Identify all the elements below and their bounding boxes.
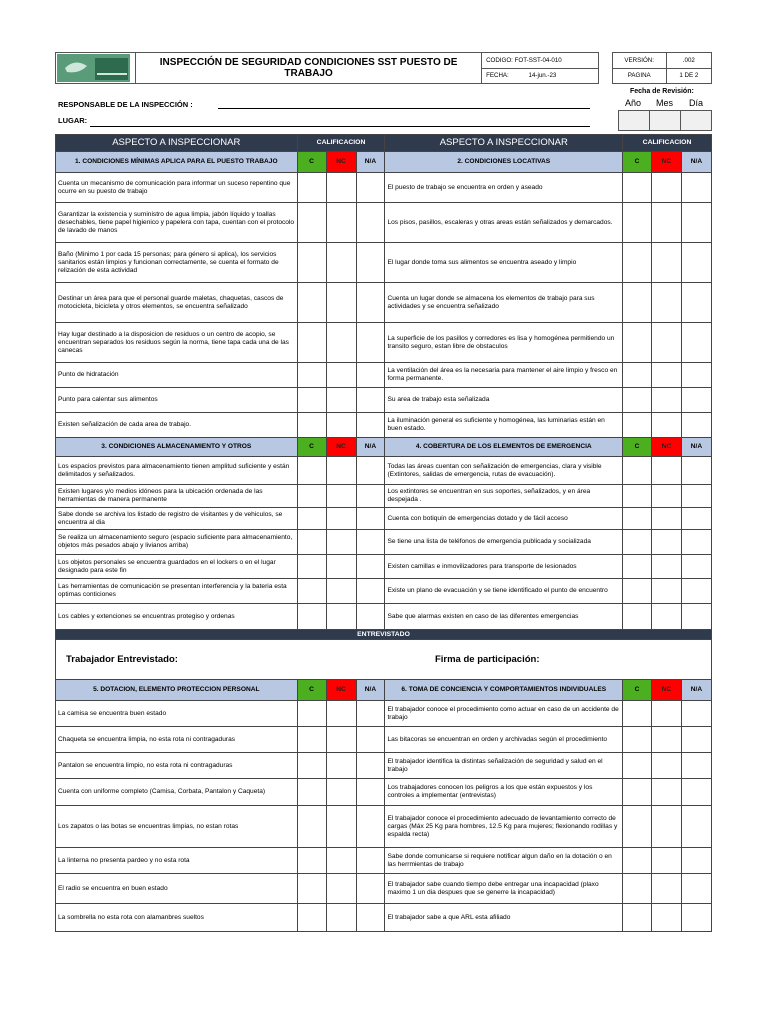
entrevistado-fields-row (56, 640, 712, 680)
na-header: N/A (681, 680, 711, 701)
table-row (56, 388, 712, 413)
item-left: Las herramientas de comunicación se presentan interferencia y la bateria esta optimas conticiones (56, 579, 298, 604)
section-title-left: 1. CONDICIONES MÍNIMAS APLICA PARA EL PUESTO TRABAJO (56, 152, 298, 173)
rating-cell[interactable] (681, 388, 711, 413)
table-row (56, 701, 712, 727)
table-row (56, 485, 712, 508)
table-row (56, 727, 712, 753)
section-title-right: 2. CONDICIONES LOCATIVAS (385, 152, 623, 173)
rating-cell[interactable] (297, 727, 326, 753)
dia-box[interactable] (681, 111, 711, 130)
rating-cell[interactable] (356, 508, 385, 530)
section-title-left: 5. DOTACION, ELEMENTO PROTECCION PERSONAL (56, 680, 298, 701)
pagina-label: PAGINA (612, 68, 666, 84)
rating-cell[interactable] (297, 904, 326, 932)
rating-cell[interactable] (623, 555, 652, 579)
rating-cell[interactable] (623, 604, 652, 630)
rating-cell[interactable] (681, 323, 711, 363)
table-row (56, 203, 712, 243)
rating-cell[interactable] (623, 283, 652, 323)
rating-cell[interactable] (681, 555, 711, 579)
rating-cell[interactable] (681, 485, 711, 508)
codigo-value: FOT-SST-04-010 (514, 56, 562, 64)
mes-box[interactable] (650, 111, 681, 130)
item-right: El trabajador sabe cuando tiempo debe entregar una incapacidad (plaxo maximo 1 un dia despues que se generre la incapacidad) (385, 874, 623, 904)
calificacion-header-left: CALIFICACION (297, 135, 385, 152)
item-right: La iluminación general es suficiente y homogénea, las luminarias están en buen estado. (385, 413, 623, 438)
rating-cell[interactable] (623, 701, 652, 727)
c-header: C (297, 438, 326, 457)
rating-cell[interactable] (297, 413, 326, 438)
rating-cell[interactable] (623, 779, 652, 806)
c-header: C (623, 438, 652, 457)
rating-cell[interactable] (297, 779, 326, 806)
rating-cell[interactable] (297, 363, 326, 388)
rating-cell[interactable] (297, 323, 326, 363)
rating-cell[interactable] (356, 173, 385, 203)
rating-cell[interactable] (297, 243, 326, 283)
rating-cell[interactable] (356, 555, 385, 579)
rating-cell[interactable] (297, 283, 326, 323)
rating-cell[interactable] (356, 485, 385, 508)
c-header: C (297, 152, 326, 173)
rating-cell[interactable] (297, 848, 326, 874)
rating-cell[interactable] (356, 363, 385, 388)
rating-cell[interactable] (652, 806, 682, 848)
na-header: N/A (356, 152, 385, 173)
rating-cell[interactable] (652, 779, 682, 806)
rating-cell[interactable] (297, 508, 326, 530)
table-row (56, 874, 712, 904)
rating-cell[interactable] (356, 604, 385, 630)
rating-cell[interactable] (623, 323, 652, 363)
rating-cell[interactable] (297, 806, 326, 848)
rating-cell[interactable] (297, 485, 326, 508)
rating-cell[interactable] (326, 806, 356, 848)
item-left: Destinar un área para que el personal guarde maletas, chaquetas, cascos de motocicleta, bicicleta y otros elementos, se encuentra señalizado (56, 283, 298, 323)
rating-cell[interactable] (297, 457, 326, 485)
rating-cell[interactable] (681, 579, 711, 604)
rating-cell[interactable] (652, 579, 682, 604)
item-right: El lugar donde toma sus alimentos se encuentra aseado y limpio (385, 243, 623, 283)
na-header: N/A (681, 438, 711, 457)
rating-cell[interactable] (623, 508, 652, 530)
item-left: Sabe donde se archiva los listado de registro de visitantes y de vehiculos, se encuentra al dia (56, 508, 298, 530)
rating-cell[interactable] (326, 530, 356, 555)
rating-cell[interactable] (297, 388, 326, 413)
rating-cell[interactable] (652, 530, 682, 555)
rating-cell[interactable] (681, 779, 711, 806)
rating-cell[interactable] (326, 413, 356, 438)
rating-cell[interactable] (326, 283, 356, 323)
table-row (56, 753, 712, 779)
rating-cell[interactable] (356, 753, 385, 779)
logo-cell (56, 53, 136, 84)
nc-header: NC (326, 680, 356, 701)
aspecto-header-left: ASPECTO A INSPECCIONAR (56, 135, 298, 152)
rating-cell[interactable] (326, 904, 356, 932)
mes-label: Mes (656, 98, 674, 108)
table-row (56, 323, 712, 363)
company-logo-icon (57, 54, 130, 82)
rating-cell[interactable] (356, 579, 385, 604)
nc-header: NC (326, 438, 356, 457)
rating-cell[interactable] (623, 806, 652, 848)
rating-cell[interactable] (623, 203, 652, 243)
item-right: Los trabajadores conocen los peligros a los que están expuestos y los controles a implementar (entrevistas) (385, 779, 623, 806)
rating-cell[interactable] (356, 779, 385, 806)
rating-cell[interactable] (681, 604, 711, 630)
rating-cell[interactable] (652, 727, 682, 753)
rating-cell[interactable] (652, 283, 682, 323)
rating-cell[interactable] (623, 904, 652, 932)
pagina-value: 1 DE 2 (666, 68, 711, 84)
section-title-row (56, 438, 712, 457)
item-right: Sabe que alarmas existen en caso de las diferentes emergencias (385, 604, 623, 630)
rating-cell[interactable] (681, 530, 711, 555)
version-value: .002 (666, 53, 711, 69)
rating-cell[interactable] (652, 323, 682, 363)
table-row (56, 779, 712, 806)
item-right: Su area de trabajo esta señalizada (385, 388, 623, 413)
rating-cell[interactable] (623, 579, 652, 604)
item-left: Chaqueta se encuentra limpia, no esta rota ni contragaduras (56, 727, 298, 753)
document-title: INSPECCIÓN DE SEGURIDAD CONDICIONES SST PUESTO DE TRABAJO (136, 53, 482, 84)
nc-header: NC (326, 152, 356, 173)
na-header: N/A (356, 438, 385, 457)
rating-cell[interactable] (681, 243, 711, 283)
item-left: Se realiza un almacenamiento seguro (espacio suficiente para almacenamiento, objetos más pesados abajo y livianos arriba) (56, 530, 298, 555)
rating-cell[interactable] (356, 323, 385, 363)
rating-cell[interactable] (623, 485, 652, 508)
anio-box[interactable] (619, 111, 650, 130)
item-right: El trabajador sabe a que ARL esta afiliado (385, 904, 623, 932)
rating-cell[interactable] (652, 555, 682, 579)
rating-cell[interactable] (623, 457, 652, 485)
item-left: Hay lugar destinado a la disposicion de residuos o un centro de acopio, se encuentran separados los residuos según la norma, tiene tapa cada una de las canecas (56, 323, 298, 363)
anio-label: Año (625, 98, 642, 108)
rating-cell[interactable] (356, 413, 385, 438)
section-title-row (56, 680, 712, 701)
rating-cell[interactable] (297, 173, 326, 203)
rating-cell[interactable] (681, 203, 711, 243)
rating-cell[interactable] (326, 203, 356, 243)
rating-cell[interactable] (326, 604, 356, 630)
version-label: VERSIÓN: (612, 53, 666, 69)
rating-cell[interactable] (356, 727, 385, 753)
rating-cell[interactable] (681, 457, 711, 485)
rating-cell[interactable] (652, 701, 682, 727)
responsable-label: RESPONSABLE DE LA INSPECCIÓN : (58, 100, 193, 109)
rating-cell[interactable] (326, 485, 356, 508)
firma-label[interactable]: Firma de participación: (385, 640, 712, 680)
item-right: Se tiene una lista de teléfonos de emergencia publicada y socializada (385, 530, 623, 555)
rating-cell[interactable] (356, 874, 385, 904)
rating-cell[interactable] (681, 413, 711, 438)
table-row (56, 508, 712, 530)
rating-cell[interactable] (652, 173, 682, 203)
item-right: La ventilación del área es la necesaria para mantener el aire limpio y fresco en forma permanente. (385, 363, 623, 388)
rating-cell[interactable] (297, 874, 326, 904)
table-row (56, 848, 712, 874)
item-left: Los cables y extenciones se encuentras protegiso y ordenas (56, 604, 298, 630)
item-left: Punto para calentar sus alimentos (56, 388, 298, 413)
rating-cell[interactable] (681, 874, 711, 904)
item-right: Existe un plano de evacuación y se tiene identificado el punto de encuentro (385, 579, 623, 604)
item-right: Los extintores se encuentran en sus soportes, señalizados, y en área despejada . (385, 485, 623, 508)
item-right: Sabe donde comunicarse si requiere notificar algun daño en la dotación o en las herrmientas de trabajo (385, 848, 623, 874)
table-row (56, 457, 712, 485)
codigo-cell (482, 53, 599, 69)
rating-cell[interactable] (326, 727, 356, 753)
rating-cell[interactable] (326, 779, 356, 806)
rating-cell[interactable] (681, 701, 711, 727)
aspecto-header-right: ASPECTO A INSPECCIONAR (385, 135, 623, 152)
calificacion-header-right: CALIFICACION (623, 135, 712, 152)
rating-cell[interactable] (652, 848, 682, 874)
item-left: Cuenta con uniforme completo (Camisa, Corbata, Pantalon y Caqueta) (56, 779, 298, 806)
nc-header: NC (652, 152, 682, 173)
rating-cell[interactable] (297, 604, 326, 630)
entrevistado-row (56, 630, 712, 640)
item-right: La superficie de los pasillos y corredores es lisa y homogénea permitiendo un transito seguro, estan libre de obstaculos (385, 323, 623, 363)
item-left: Los zapatos o las botas se encuentras limpias, no estan rotas (56, 806, 298, 848)
rating-cell[interactable] (326, 701, 356, 727)
rating-cell[interactable] (297, 555, 326, 579)
section-title-right: 6. TOMA DE CONCIENCIA Y COMPORTAMIENTOS INDIVIDUALES (385, 680, 623, 701)
rating-cell[interactable] (623, 388, 652, 413)
item-left: El radio se encuentra en buen estado (56, 874, 298, 904)
rating-cell[interactable] (652, 753, 682, 779)
rating-cell[interactable] (356, 701, 385, 727)
rating-cell[interactable] (652, 874, 682, 904)
rating-cell[interactable] (681, 904, 711, 932)
rating-cell[interactable] (297, 579, 326, 604)
table-row (56, 604, 712, 630)
item-right: Todas las áreas cuentan con señalización de emergencias, clara y visible (Extintores, salidas de emergencia, rutas de evacuación). (385, 457, 623, 485)
rating-cell[interactable] (681, 508, 711, 530)
table-row (56, 806, 712, 848)
na-header: N/A (356, 680, 385, 701)
rating-cell[interactable] (326, 579, 356, 604)
nc-header: NC (652, 680, 682, 701)
item-left: La sombrella no esta rota con alamanbres sueltos (56, 904, 298, 932)
rating-cell[interactable] (623, 413, 652, 438)
rating-cell[interactable] (356, 388, 385, 413)
fecha-label: FECHA: (486, 72, 509, 80)
lugar-line[interactable] (90, 126, 590, 127)
rating-cell[interactable] (652, 508, 682, 530)
section-title-right: 4. COBERTURA DE LOS ELEMENTOS DE EMERGENCIA (385, 438, 623, 457)
c-header: C (623, 152, 652, 173)
section-title-row (56, 152, 712, 173)
item-left: Punto de hidratación (56, 363, 298, 388)
codigo-label: CODIGO: (486, 56, 513, 64)
rating-cell[interactable] (681, 283, 711, 323)
item-right: Existen camillas e inmovilizadores para transporte de lesionados (385, 555, 623, 579)
rating-cell[interactable] (356, 243, 385, 283)
item-left: Pantalon se encuentra limpio, no esta rota ni contragaduras (56, 753, 298, 779)
rating-cell[interactable] (623, 363, 652, 388)
rating-cell[interactable] (652, 604, 682, 630)
trabajador-label[interactable]: Trabajador Entrevistado: (56, 640, 385, 680)
rating-cell[interactable] (297, 753, 326, 779)
rating-cell[interactable] (652, 904, 682, 932)
rating-cell[interactable] (326, 874, 356, 904)
rating-cell[interactable] (326, 848, 356, 874)
rating-cell[interactable] (623, 848, 652, 874)
item-left: Los espacios previstos para almacenamiento tienen amplitud suficiente y están delimitados y señalizados. (56, 457, 298, 485)
rating-cell[interactable] (652, 243, 682, 283)
item-left: La linterna no presenta pardeo y no esta rota (56, 848, 298, 874)
rating-cell[interactable] (297, 530, 326, 555)
rating-cell[interactable] (681, 727, 711, 753)
rating-cell[interactable] (623, 874, 652, 904)
item-left: Cuenta un mecanismo de comunicación para informar un suceso repentino que ocurre en su puesto de trabajo (56, 173, 298, 203)
revision-date-boxes (618, 110, 712, 131)
rating-cell[interactable] (681, 848, 711, 874)
rating-cell[interactable] (326, 457, 356, 485)
rating-cell[interactable] (652, 388, 682, 413)
c-header: C (623, 680, 652, 701)
rating-cell[interactable] (356, 530, 385, 555)
item-left: Existen señalización de cada area de trabajo. (56, 413, 298, 438)
rating-cell[interactable] (326, 363, 356, 388)
rating-cell[interactable] (652, 413, 682, 438)
responsable-line[interactable] (218, 108, 590, 109)
item-right: Cuenta con botiquín de emergencias dotado y de fácil acceso (385, 508, 623, 530)
rating-cell[interactable] (623, 753, 652, 779)
rating-cell[interactable] (356, 283, 385, 323)
rating-cell[interactable] (356, 457, 385, 485)
lugar-label: LUGAR: (58, 116, 88, 125)
item-right: Cuenta un lugar donde se almacena los elementos de trabajo para sus actividades y se encuentra señalizado (385, 283, 623, 323)
rating-cell[interactable] (356, 203, 385, 243)
rating-cell[interactable] (623, 727, 652, 753)
table-row (56, 904, 712, 932)
table-row (56, 555, 712, 579)
rating-cell[interactable] (652, 363, 682, 388)
nc-header: NC (652, 438, 682, 457)
item-right: El puesto de trabajo se encuentra en orden y aseado (385, 173, 623, 203)
c-header: C (297, 680, 326, 701)
na-header: N/A (681, 152, 711, 173)
fecha-revision-label: Fecha de Revisión: (630, 88, 694, 95)
rating-cell[interactable] (681, 363, 711, 388)
table-row (56, 530, 712, 555)
item-right: El trabajador identifica la distintas señalización de seguridad y salud en el trabajo (385, 753, 623, 779)
rating-cell[interactable] (297, 701, 326, 727)
rating-cell[interactable] (652, 203, 682, 243)
dia-label: Día (689, 98, 704, 108)
rating-cell[interactable] (356, 806, 385, 848)
table-row (56, 283, 712, 323)
entrevistado-header: ENTREVISTADO (56, 630, 712, 640)
rating-cell[interactable] (681, 753, 711, 779)
rating-cell[interactable] (681, 173, 711, 203)
item-left: Existen lugares y/o medios idóneos para la ubicación ordenada de las herramientas de manera permanente (56, 485, 298, 508)
rating-cell[interactable] (326, 173, 356, 203)
item-left: Baño (Minimo 1 por cada 15 personas; para género si aplica), los servicios sanitarios están limpios y funcionan correctamente, se cuenta el formato de relización de esta actividad (56, 243, 298, 283)
rating-cell[interactable] (652, 457, 682, 485)
rating-cell[interactable] (326, 388, 356, 413)
section-title-left: 3. CONDICIONES ALMACENAMIENTO Y OTROS (56, 438, 298, 457)
item-right: Las bitacoras se encuentran en orden y archivadas según el procedimiento (385, 727, 623, 753)
rating-cell[interactable] (326, 323, 356, 363)
fecha-cell (482, 68, 599, 84)
table-row (56, 413, 712, 438)
item-right: El trabajador conoce el procedimiento adecuado de levantamiento correcto de cargas (Máx 25 Kg para hombres, 12.5 Kg para mujeres; flexionando rodillas y espalda recta) (385, 806, 623, 848)
item-left: Garantizar la existencia y suministro de agua limpia, jabón líquido y toallas desechables, tiene papel higienico y papelera con tapa, cuentan con el protocolo de lavado de manos (56, 203, 298, 243)
rating-cell[interactable] (326, 508, 356, 530)
rating-cell[interactable] (623, 530, 652, 555)
rating-cell[interactable] (623, 243, 652, 283)
item-left: La camisa se encuentra buen estado (56, 701, 298, 727)
document-header (55, 52, 712, 84)
rating-cell[interactable] (356, 904, 385, 932)
item-left: Los objetos personales se encuentra guardados en el lockers o en el lugar designado para este fin (56, 555, 298, 579)
rating-cell[interactable] (356, 848, 385, 874)
rating-cell[interactable] (652, 485, 682, 508)
rating-cell[interactable] (681, 806, 711, 848)
item-right: El trabajador conoce el procedimiento como actuar en caso de un accidente de trabajo (385, 701, 623, 727)
table-header-row (56, 135, 712, 152)
rating-cell[interactable] (623, 173, 652, 203)
rating-cell[interactable] (326, 753, 356, 779)
table-row (56, 243, 712, 283)
table-row (56, 173, 712, 203)
rating-cell[interactable] (297, 203, 326, 243)
fecha-value: 14-jun.-23 (528, 72, 557, 80)
table-row (56, 579, 712, 604)
inspection-table (55, 134, 712, 932)
rating-cell[interactable] (326, 243, 356, 283)
rating-cell[interactable] (326, 555, 356, 579)
table-row (56, 363, 712, 388)
item-right: Los pisos, pasillos, escaleras y otras areas están señalizados y demarcados. (385, 203, 623, 243)
